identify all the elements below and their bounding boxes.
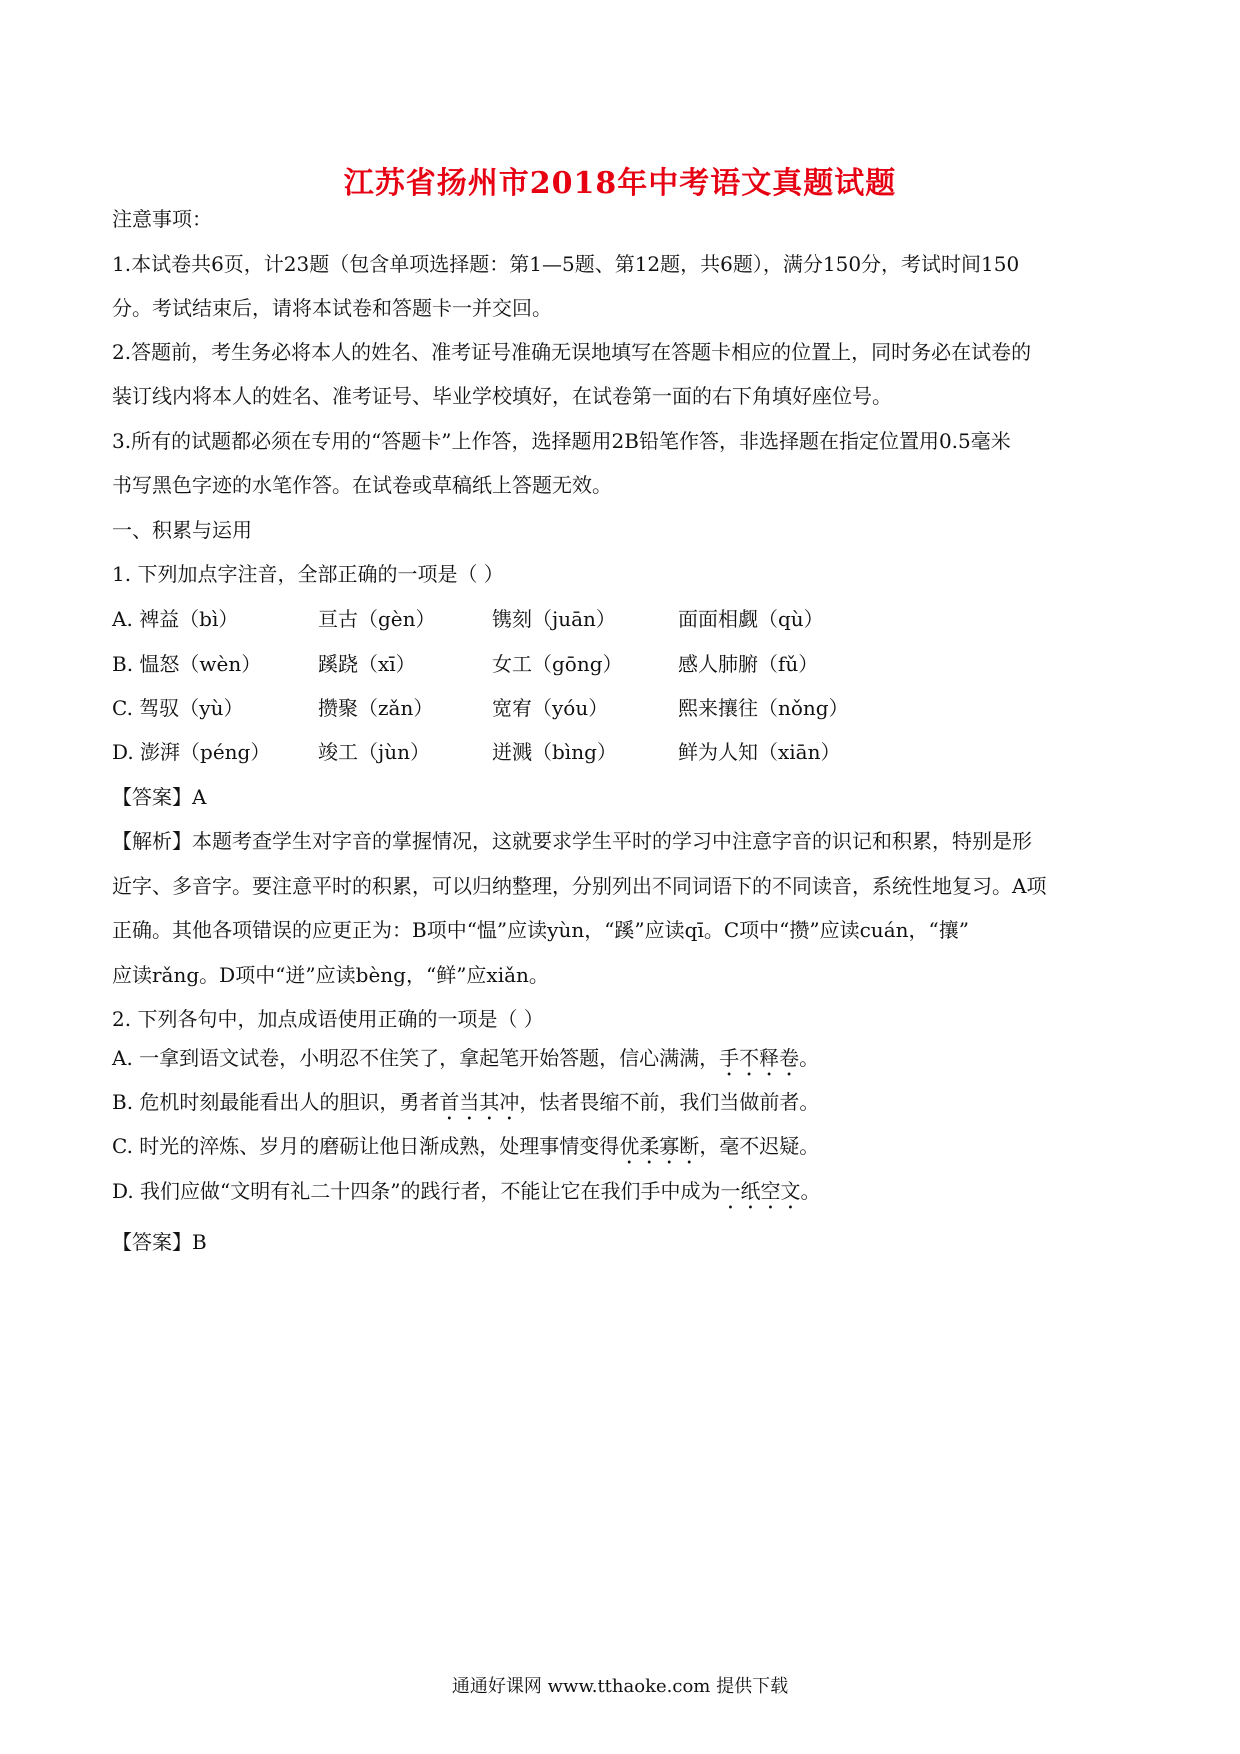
q1-option-cell: A. 裨益（bì） [112,607,239,631]
q1-option-cell: 感人肺腑（fǔ） [678,652,819,676]
q1-option-cell: 女工（gōng） [492,652,623,676]
q1-option-cell: 鲜为人知（xiān） [678,740,841,764]
note-line: 分。考试结束后，请将本试卷和答题卡一并交回。 [112,296,552,320]
q1-option-cell: 迸溅（bìng） [492,740,617,764]
note-line: 1.本试卷共6页，计23题（包含单项选择题：第1—5题、第12题，共6题），满分150分，考试时间150 [112,252,1020,276]
option-text: 。 [799,1046,820,1070]
q1-option-cell: B. 愠怒（wèn） [112,652,262,676]
q2-option-b [112,1086,819,1125]
note-line: 3.所有的试题都必须在专用的“答题卡”上作答，选择题用2B铅笔作答，非选择题在指定位置用0.5毫米 [112,429,1011,453]
q1-analysis-line: 【解析】本题考查学生对字音的掌握情况，这就要求学生平时的学习中注意字音的识记和积累，特别是形 [112,829,1032,853]
q1-option-cell: 宽宥（yóu） [492,696,609,720]
q1-option-cell: 竣工（jùn） [318,740,430,764]
dotted-idiom: 手不释卷 [719,1046,800,1070]
notice-heading: 注意事项： [112,207,212,231]
q1-answer: 【答案】A [112,785,207,809]
option-text: D. 我们应做“文明有礼二十四条”的践行者，不能让它在我们手中成为 [112,1179,721,1203]
q1-option-cell: D. 澎湃（péng） [112,740,271,764]
note-line: 装订线内将本人的姓名、准考证号、毕业学校填好，在试卷第一面的右下角填好座位号。 [112,384,892,408]
q1-option-cell: 熙来攘往（nǒng） [678,696,849,720]
dotted-idiom: 一纸空文 [720,1179,801,1203]
option-text: B. 危机时刻最能看出人的胆识，勇者 [112,1090,440,1114]
option-text: ，怯者畏缩不前，我们当做前者。 [519,1090,820,1114]
note-line: 2.答题前，考生务必将本人的姓名、准考证号准确无误地填写在答题卡相应的位置上，同时务必在试卷的 [112,340,1032,364]
q1-analysis-line: 正确。其他各项错误的应更正为：B项中“愠”应读yùn，“蹊”应读qī。C项中“攒”应读cuán，“攘” [112,918,969,942]
footer-credit: 通通好课网 www.tthaoke.com 提供下载 [451,1676,789,1697]
q2-answer: 【答案】B [112,1230,207,1254]
q1-option-cell: 蹊跷（xī） [318,652,416,676]
option-text: 。 [800,1179,821,1203]
q1-option-cell: 亘古（gèn） [318,607,436,631]
q2-option-a [112,1042,819,1081]
q1-option-cell: 攒聚（zǎn） [318,696,434,720]
dotted-idiom: 首当其冲 [439,1090,520,1114]
section-heading: 一、积累与运用 [112,518,252,542]
option-text: A. 一拿到语文试卷，小明忍不住笑了，拿起笔开始答题，信心满满， [112,1046,720,1070]
option-text: ，毫不迟疑。 [699,1134,820,1158]
q1-analysis-line: 近字、多音字。要注意平时的积累，可以归纳整理，分别列出不同词语下的不同读音，系统性地复习。A项 [112,874,1047,898]
note-line: 书写黑色字迹的水笔作答。在试卷或草稿纸上答题无效。 [112,473,612,497]
q1-option-cell: 镌刻（juān） [492,607,616,631]
q2-option-c [112,1130,819,1169]
q1-option-cell: 面面相觑（qù） [678,607,824,631]
option-text: C. 时光的淬炼、岁月的磨砺让他日渐成熟，处理事情变得 [112,1134,620,1158]
question-1-stem: 1. 下列加点字注音，全部正确的一项是（ ） [112,562,504,586]
question-2-stem: 2. 下列各句中，加点成语使用正确的一项是（ ） [112,1007,544,1031]
dotted-idiom: 优柔寡断 [619,1134,700,1158]
q1-option-cell: C. 驾驭（yù） [112,696,244,720]
page-title: 江苏省扬州市2018年中考语文真题试题 [343,166,897,201]
q1-analysis-line: 应读rǎng。D项中“迸”应读bèng，“鲜”应xiǎn。 [112,963,549,987]
q2-option-d [112,1175,821,1214]
